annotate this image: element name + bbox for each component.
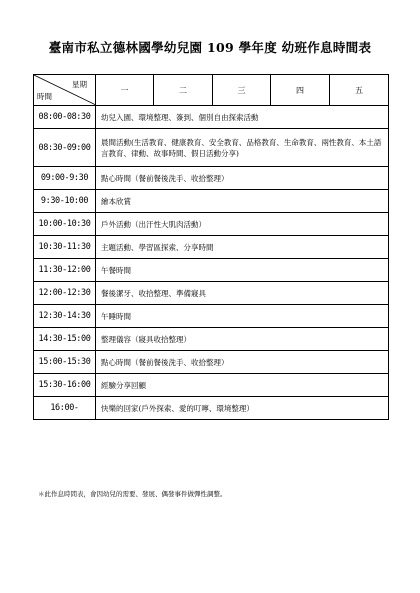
time-cell: 9:30-10:00 xyxy=(34,190,96,213)
table-row xyxy=(34,129,389,167)
table-row xyxy=(34,259,389,282)
activity-cell: 晨間活動(生活教育、健康教育、安全教育、品格教育、生命教育、兩性教育、本土語言教育、律動、故事時間、假日活動分享) xyxy=(96,129,389,167)
activity-cell: 主題活動、學習區探索、分享時間 xyxy=(96,236,389,259)
table-row xyxy=(34,397,389,420)
table-row xyxy=(34,328,389,351)
time-cell: 10:00-10:30 xyxy=(34,213,96,236)
activity-cell: 午睡時間 xyxy=(96,305,389,328)
time-cell: 08:00-08:30 xyxy=(34,106,96,129)
activity-cell: 餐後潔牙、收拾整理、準備寢具 xyxy=(96,282,389,305)
activity-cell: 經驗分享回顧 xyxy=(96,374,389,397)
table-row xyxy=(34,213,389,236)
time-cell: 15:00-15:30 xyxy=(34,351,96,374)
activity-cell: 點心時間（餐前餐後洗手、收拾整理） xyxy=(96,351,389,374)
day-header-fri: 五 xyxy=(330,75,389,106)
table-row xyxy=(34,351,389,374)
activity-cell: 快樂的回家(戶外探索、愛的叮嚀、環境整理） xyxy=(96,397,389,420)
time-cell: 16:00- xyxy=(34,397,96,420)
table-row xyxy=(34,374,389,397)
time-cell: 12:00-12:30 xyxy=(34,282,96,305)
corner-weekday-label: 星期 xyxy=(72,80,87,89)
table-row xyxy=(34,106,389,129)
table-row xyxy=(34,236,389,259)
table-header-row xyxy=(34,75,389,106)
table-row xyxy=(34,282,389,305)
page-title: 臺南市私立德林國學幼兒園 109 學年度 幼班作息時間表 xyxy=(48,40,372,55)
header-corner-cell xyxy=(34,75,96,106)
time-cell: 11:30-12:00 xyxy=(34,259,96,282)
activity-cell: 整理儀容（寢具收拾整理） xyxy=(96,328,389,351)
table-row xyxy=(34,190,389,213)
footnote: ＊此作息時間表，會因幼兒的需要、發展、偶發事件做彈性調整。 xyxy=(38,490,227,498)
activity-cell: 戶外活動（出汗性大肌肉活動） xyxy=(96,213,389,236)
day-header-wed: 三 xyxy=(213,75,271,106)
activity-cell: 午餐時間 xyxy=(96,259,389,282)
activity-cell: 幼兒入園、環境整理、簽到、個別自由探索活動 xyxy=(96,106,389,129)
time-cell: 14:30-15:00 xyxy=(34,328,96,351)
activity-cell: 繪本欣賞 xyxy=(96,190,389,213)
corner-time-label: 時間 xyxy=(37,92,52,101)
time-cell: 08:30-09:00 xyxy=(34,129,96,167)
time-cell: 15:30-16:00 xyxy=(34,374,96,397)
table-row xyxy=(34,305,389,328)
time-cell: 09:00-9:30 xyxy=(34,167,96,190)
schedule-table xyxy=(33,74,389,420)
time-cell: 10:30-11:30 xyxy=(34,236,96,259)
time-cell: 12:30-14:30 xyxy=(34,305,96,328)
day-header-tue: 二 xyxy=(154,75,213,106)
activity-cell: 點心時間（餐前餐後洗手、收拾整理） xyxy=(96,167,389,190)
day-header-mon: 一 xyxy=(96,75,154,106)
table-row xyxy=(34,167,389,190)
day-header-thu: 四 xyxy=(271,75,330,106)
